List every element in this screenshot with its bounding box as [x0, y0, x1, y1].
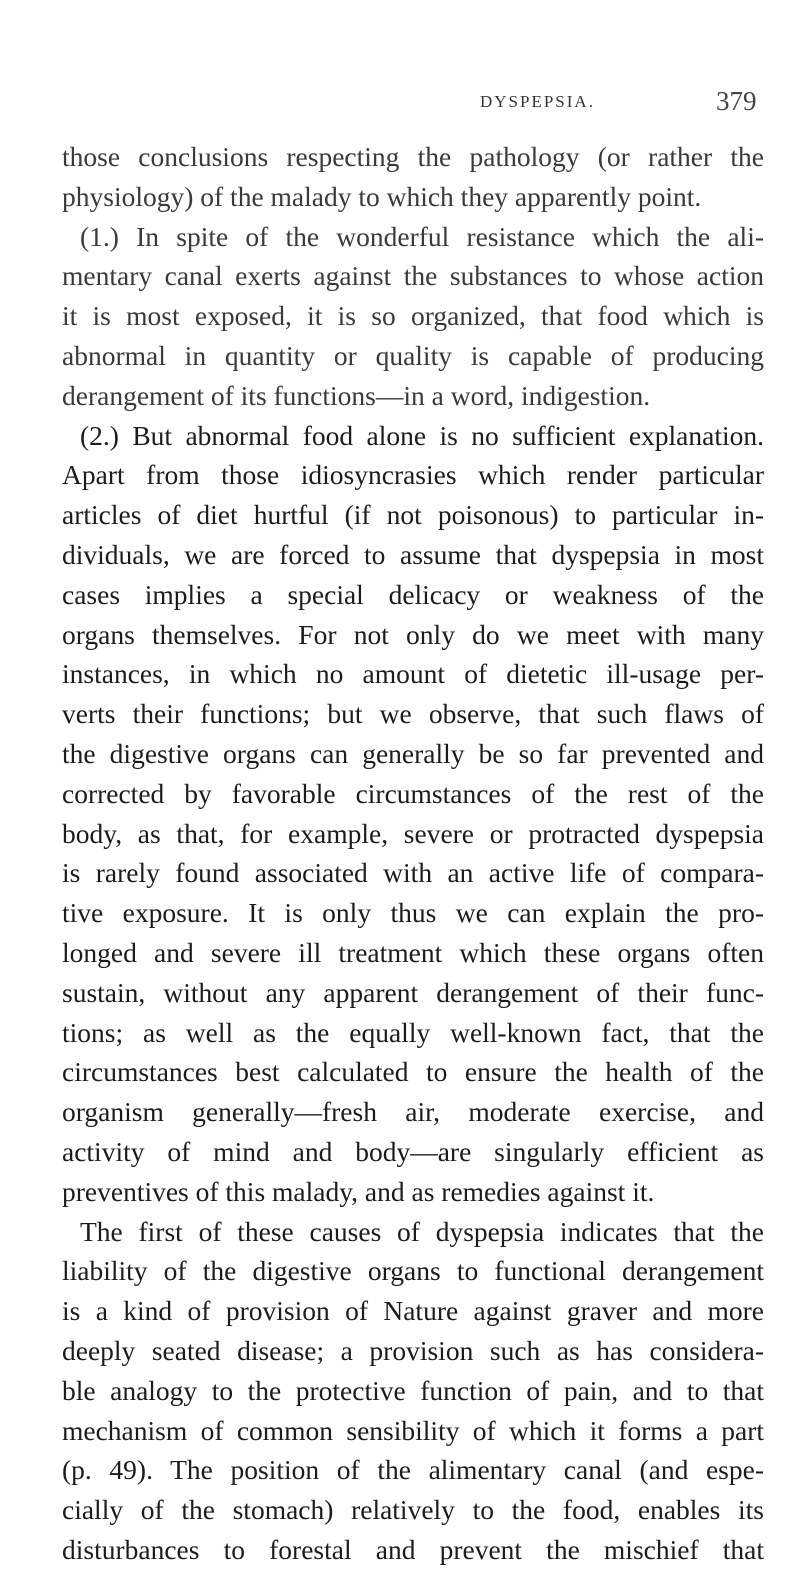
text-line: organism generally—fresh air, moderate exercise, and	[62, 1096, 764, 1128]
text-line: it is most exposed, it is so organized, that food which is	[62, 300, 764, 332]
text-line: physiology) of the malady to which they apparently point.	[62, 180, 702, 212]
text-line: sustain, without any apparent derangement of their func-	[62, 976, 764, 1008]
text-line: tions; as well as the equally well-known fact, that the	[62, 1016, 764, 1048]
text-line: (2.) But abnormal food alone is no sufficient explanation.	[80, 419, 764, 451]
text-line: mentary canal exerts against the substances to whose action	[62, 260, 764, 292]
text-line: mechanism of common sensibility of which it forms a part	[62, 1414, 764, 1446]
text-line: dividuals, we are forced to assume that dyspepsia in most	[62, 538, 764, 570]
text-line: ble analogy to the protective function of pain, and to that	[62, 1374, 764, 1406]
text-line: tive exposure. It is only thus we can explain the pro-	[62, 897, 764, 929]
text-line: The first of these causes of dyspepsia indicates that the	[80, 1215, 764, 1247]
text-line: those conclusions respecting the pathology (or rather the	[62, 141, 764, 172]
running-head	[0, 86, 801, 116]
text-line: activity of mind and body—are singularly efficient as	[62, 1135, 764, 1167]
text-line: verts their functions; but we observe, that such flaws of	[62, 698, 764, 730]
text-line: preventives of this malady, and as remedies against it.	[62, 1175, 655, 1207]
text-line: Apart from those idiosyncrasies which render particular	[62, 459, 764, 491]
text-line: liability of the digestive organs to functional derangement	[62, 1255, 764, 1287]
page-number: 379	[716, 86, 757, 116]
text-line: body, as that, for example, severe or protracted dyspepsia	[62, 817, 764, 849]
body-text	[62, 137, 764, 1570]
text-line: the digestive organs can generally be so far prevented and	[62, 737, 764, 769]
text-line: articles of diet hurtful (if not poisonous) to particular in-	[62, 499, 764, 531]
text-line: abnormal in quantity or quality is capable of producing	[62, 339, 764, 371]
running-title: DYSPEPSIA.	[480, 92, 595, 111]
text-line: deeply seated disease; a provision such as has considera-	[62, 1334, 764, 1366]
text-line: is rarely found associated with an active life of compara-	[62, 857, 764, 889]
text-line: circumstances best calculated to ensure the health of the	[62, 1056, 764, 1088]
text-line: (1.) In spite of the wonderful resistance which the ali-	[80, 220, 764, 252]
text-line: corrected by favorable circumstances of the rest of the	[62, 777, 764, 809]
text-line: organs themselves. For not only do we meet with many	[62, 618, 764, 650]
text-line: is a kind of provision of Nature against graver and more	[62, 1295, 764, 1327]
text-line: derangement of its functions—in a word, indigestion.	[62, 379, 651, 411]
text-line: (p. 49). The position of the alimentary canal (and espe-	[62, 1454, 764, 1486]
text-line: longed and severe ill treatment which these organs often	[62, 936, 764, 968]
text-line: disturbances to forestal and prevent the mischief that	[62, 1533, 764, 1565]
text-line: cases implies a special delicacy or weakness of the	[62, 578, 764, 610]
text-line: instances, in which no amount of dietetic ill-usage per-	[62, 658, 764, 690]
text-line: cially of the stomach) relatively to the food, enables its	[62, 1494, 764, 1526]
